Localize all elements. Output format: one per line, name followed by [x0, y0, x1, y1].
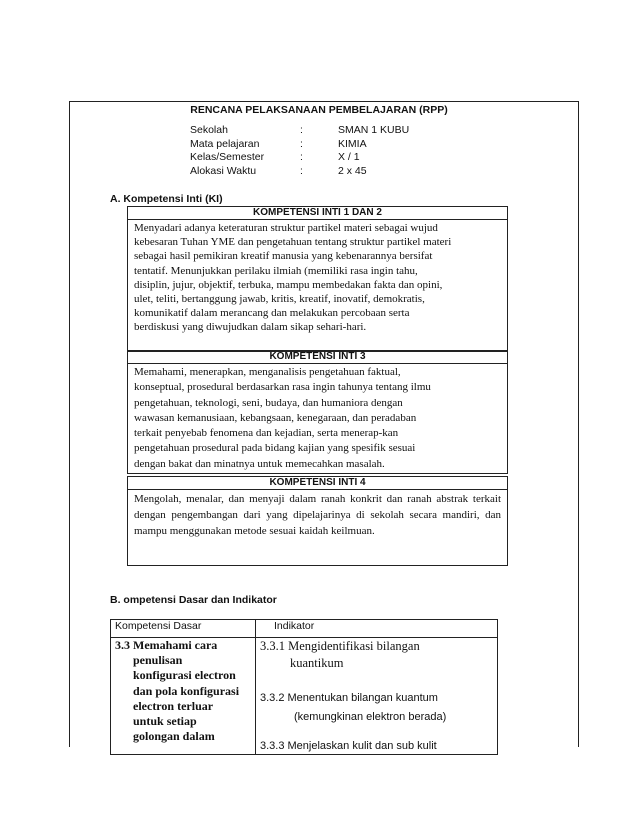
ki4-box [127, 476, 508, 566]
info-colon: : [300, 151, 303, 163]
ki12-line: berdiskusi yang diwujudkan dalam sikap sehari-hari. [134, 321, 367, 334]
ki12-line: disiplin, jujur, objektif, terbuka, mampu membedakan fakta dan opini, [134, 278, 443, 291]
indicator-item [260, 739, 493, 754]
ki3-heading: KOMPETENSI INTI 3 [128, 351, 507, 364]
info-row-kelas [0, 151, 638, 165]
ki12-line: tentatif. Menunjukkan perilaku ilmiah (memiliki rasa ingin tahu, [134, 264, 418, 277]
ki12-line: sebagai hasil pemikiran kreatif manusia yang kebenarannya bersifat [134, 250, 433, 263]
ki4-body: Mengolah, menalar, dan menyaji dalam ranah konkrit dan ranah abstrak terkait dengan pengembangan dari yang dipelajarinya di sekolah secara mandiri, dan mampu menggunakan metode sesuai kaidah keilmuan. [134, 493, 501, 538]
page-title: RENCANA PELAKSANAAN PEMBELAJARAN (RPP) [190, 104, 448, 116]
ki3-line: konseptual, prosedural berdasarkan rasa ingin tahunya tentang ilmu [134, 381, 431, 394]
kd-line: golongan dalam [133, 729, 215, 744]
indicator-line: (kemungkinan elektron berada) [294, 711, 447, 723]
info-label: Alokasi Waktu [190, 164, 257, 177]
kd-line: electron terluar [133, 698, 214, 713]
ki12-line: ulet, teliti, bertanggung jawab, kritis, kreatif, inovatif, demokratis, [134, 293, 425, 306]
info-colon: : [300, 124, 303, 136]
indicator-line: 3.3.1 Mengidentifikasi bilangan [260, 639, 420, 653]
indicator-item [260, 691, 493, 725]
ki3-body [128, 364, 507, 473]
info-label: Mata pelajaran [190, 137, 260, 150]
section-b-heading: B. ompetensi Dasar dan Indikator [110, 594, 277, 606]
ki12-body [128, 220, 507, 351]
kd-line: 3.3 Memahami cara [115, 638, 218, 652]
info-row-sekolah [0, 124, 638, 138]
info-value: 2 x 45 [338, 164, 367, 177]
info-colon: : [300, 137, 303, 150]
ki3-line: pengetahuan prosedural pada bidang kajian yang spesifik sesuai [134, 442, 416, 455]
ki3-line: wawasan kemanusiaan, kebangsaan, kenegaraan, dan peradaban [134, 411, 417, 424]
ki12-line: komunikatif dalam merancang dan melakukan percobaan serta [134, 307, 410, 320]
indicator-line: 3.3.2 Menentukan bilangan kuantum [260, 692, 438, 704]
ki4-heading: KOMPETENSI INTI 4 [128, 477, 507, 490]
info-value: X / 1 [338, 151, 360, 163]
info-colon: : [300, 164, 303, 177]
kd-line: untuk setiap [133, 714, 197, 729]
ki12-box [127, 206, 508, 352]
kd-cell [111, 638, 256, 755]
info-block [0, 124, 638, 178]
ki12-line: kebesaran Tuhan YME dan pengetahuan tentang struktur partikel materi [134, 236, 452, 249]
indicator-line: kuantikum [290, 656, 344, 670]
info-label: Sekolah [190, 124, 228, 136]
kd-line: dan pola konfigurasi [133, 683, 240, 698]
indicator-item [260, 639, 493, 671]
ki3-line: terkait penyebab fenomena dan kejadian, serta menerap-kan [134, 427, 399, 440]
ki12-heading: KOMPETENSI INTI 1 DAN 2 [128, 207, 507, 220]
ki3-box [127, 350, 508, 474]
section-a-heading: A. Kompetensi Inti (KI) [110, 193, 223, 205]
kd-line: konfigurasi electron [133, 668, 236, 683]
kd-table [110, 619, 498, 755]
indicator-header: Indikator [256, 620, 498, 638]
info-label: Kelas/Semester [190, 151, 265, 163]
info-row-mapel [0, 138, 638, 152]
ki12-line: Menyadari adanya keteraturan struktur partikel materi sebagai wujud [134, 222, 438, 234]
kd-line: penulisan [133, 653, 183, 668]
info-value: KIMIA [338, 137, 367, 150]
ki3-line: pengetahuan, teknologi, seni, budaya, dan humaniora dengan [134, 396, 403, 409]
info-value: SMAN 1 KUBU [338, 124, 410, 136]
ki3-line: Memahami, menerapkan, menganalisis pengetahuan faktual, [134, 366, 401, 378]
indicator-line: 3.3.3 Menjelaskan kulit dan sub kulit [260, 740, 437, 752]
ki3-line: dengan bakat dan minatnya untuk memecahkan masalah. [134, 457, 385, 470]
kd-header: Kompetensi Dasar [111, 620, 256, 638]
indicator-cell [256, 638, 498, 755]
info-row-alokasi [0, 165, 638, 179]
